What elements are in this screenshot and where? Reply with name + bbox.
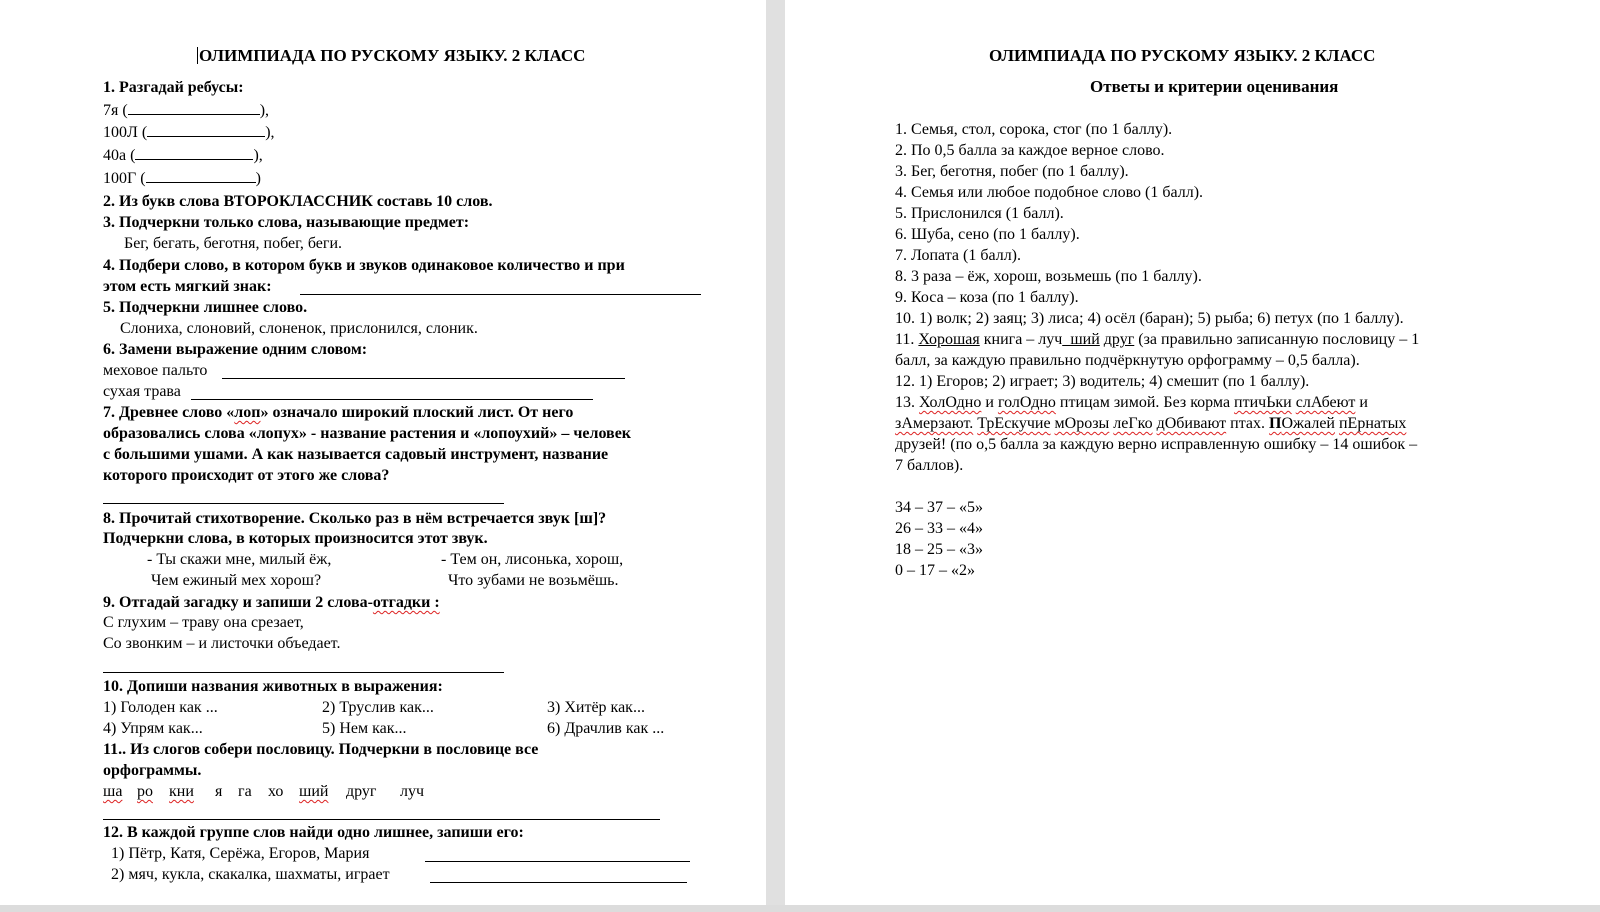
q10-item-6: 6) Драчлив как ... xyxy=(547,720,665,737)
rebus-1: 7я ( ), xyxy=(103,102,270,119)
question-7-line-2: образовались слова «лопух» - название растения и «лопоухий» – человек xyxy=(103,425,632,442)
q12-group-1: 1) Пётр, Катя, Серёжа, Егоров, Мария xyxy=(111,845,370,862)
answer-12: 12. 1) Егоров; 2) играет; 3) водитель; 4) смешит (по 1 баллу). xyxy=(895,373,1310,390)
answer-1: 1. Семья, стол, сорока, стог (по 1 баллу). xyxy=(895,121,1173,138)
syllable: хо xyxy=(268,783,284,800)
score-row: 34 – 37 – «5» xyxy=(895,499,983,516)
answer-13-line-1: 13. ХолОдно и голОдно птицам зимой. Без корма птичЬки слАбеют и xyxy=(895,394,1368,411)
question-11-line-1: 11.. Из слогов собери пословицу. Подчеркни в пословице все xyxy=(103,741,539,758)
syllable: ший xyxy=(299,783,329,800)
answer-line xyxy=(222,378,625,379)
answer-11-line-2: балл, за каждую правильно подчёркнутую орфограмму – 0,5 балла). xyxy=(895,352,1360,369)
question-3: 3. Подчеркни только слова, называющие предмет: xyxy=(103,214,470,231)
question-1: 1. Разгадай ребусы: xyxy=(103,79,244,96)
q10-item-4: 4) Упрям как... xyxy=(103,720,203,737)
answer-line xyxy=(430,882,687,883)
riddle-line-1: С глухим – траву она срезает, xyxy=(103,614,304,631)
text-cursor xyxy=(197,47,198,64)
q10-item-1: 1) Голоден как ... xyxy=(103,699,218,716)
question-6-b: сухая трава xyxy=(103,383,181,400)
answer-3: 3. Бег, беготня, побег (по 1 баллу). xyxy=(895,163,1129,180)
syllable: ша xyxy=(103,783,123,800)
question-4-line-2: этом есть мягкий знак: xyxy=(103,278,272,295)
question-6-a: меховое пальто xyxy=(103,362,208,379)
page-title: ОЛИМПИАДА ПО РУСКОМУ ЯЗЫКУ. 2 КЛАСС xyxy=(199,46,586,65)
question-9: 9. Отгадай загадку и запиши 2 слова-отгадки : xyxy=(103,594,440,611)
answer-13-line-4: 7 баллов). xyxy=(895,457,964,474)
poem-line-a2: Чем ежиный мех хорош? xyxy=(151,572,322,589)
answer-line xyxy=(191,399,593,400)
question-5: 5. Подчеркни лишнее слово. xyxy=(103,299,308,316)
question-8-line-1: 8. Прочитай стихотворение. Сколько раз в нём встречается звук [ш]? xyxy=(103,510,607,527)
answer-5: 5. Прислонился (1 балл). xyxy=(895,205,1064,222)
syllable: га xyxy=(238,783,252,800)
answer-11-line-1: 11. Хорошая книга – луч_ший друг (за правильно записанную пословицу – 1 xyxy=(895,331,1420,348)
question-3-words: Бег, бегать, беготня, побег, беги. xyxy=(124,235,343,252)
answer-4: 4. Семья или любое подобное слово (1 балл). xyxy=(895,184,1204,201)
question-5-words: Слониха, слоновий, слоненок, прислонился, слоник. xyxy=(120,320,478,337)
answer-9: 9. Коса – коза (по 1 баллу). xyxy=(895,289,1079,306)
question-6: 6. Замени выражение одним словом: xyxy=(103,341,368,358)
answer-line xyxy=(103,819,660,820)
document-page-left[interactable] xyxy=(0,0,766,912)
answers-page-title: ОЛИМПИАДА ПО РУСКОМУ ЯЗЫКУ. 2 КЛАСС xyxy=(989,46,1376,65)
q10-item-3: 3) Хитёр как... xyxy=(547,699,645,716)
rebus-3: 40а ( ), xyxy=(103,147,263,164)
right-margin xyxy=(1561,0,1600,912)
rebus-2: 100Л ( ), xyxy=(103,124,275,141)
question-8-line-2: Подчеркни слова, в которых произносится этот звук. xyxy=(103,530,488,547)
syllable: я xyxy=(215,783,223,800)
poem-line-b2: Что зубами не возьмёшь. xyxy=(448,572,619,589)
answer-7: 7. Лопата (1 балл). xyxy=(895,247,1021,264)
answer-line xyxy=(103,503,504,504)
question-2: 2. Из букв слова ВТОРОКЛАССНИК составь 10 слов. xyxy=(103,193,493,210)
question-7-line-1: 7. Древнее слово «лоп» означало широкий плоский лист. От него xyxy=(103,404,574,421)
rebus-4: 100Г ( ) xyxy=(103,170,261,187)
page-gap xyxy=(766,0,785,912)
poem-line-a1: - Ты скажи мне, милый ёж, xyxy=(147,551,332,568)
answer-13-line-2: зАмерзают. ТрЕскучие мОрозы леГко дОбивают птах. ПОжалей пЕрнатых xyxy=(895,415,1407,432)
answer-6: 6. Шуба, сено (по 1 баллу). xyxy=(895,226,1080,243)
syllable: кни xyxy=(169,783,194,800)
answer-10: 10. 1) волк; 2) заяц; 3) лиса; 4) осёл (баран); 5) рыба; 6) петух (по 1 баллу). xyxy=(895,310,1404,327)
question-12: 12. В каждой группе слов найди одно лишнее, запиши его: xyxy=(103,824,524,841)
score-row: 26 – 33 – «4» xyxy=(895,520,983,537)
answer-8: 8. 3 раза – ёж, хорош, возьмешь (по 1 баллу). xyxy=(895,268,1202,285)
bottom-scroll-edge xyxy=(0,905,1600,912)
question-4-line-1: 4. Подбери слово, в котором букв и звуков одинаковое количество и при xyxy=(103,257,625,274)
answer-line xyxy=(425,861,690,862)
answer-line xyxy=(300,294,701,295)
answers-subtitle: Ответы и критерии оценивания xyxy=(1090,77,1339,96)
syllable: друг xyxy=(346,783,377,800)
q10-item-5: 5) Нем как... xyxy=(322,720,407,737)
document-page-right[interactable] xyxy=(785,0,1561,912)
q10-item-2: 2) Труслив как... xyxy=(322,699,434,716)
answer-2: 2. По 0,5 балла за каждое верное слово. xyxy=(895,142,1165,159)
riddle-line-2: Со звонким – и листочки объедает. xyxy=(103,635,341,652)
answer-13-line-3: друзей! (по о,5 балла за каждую верно исправленную ошибку – 14 ошибок – xyxy=(895,436,1418,453)
q12-group-2: 2) мяч, кукла, скакалка, шахматы, играет xyxy=(111,866,390,883)
syllable: ро xyxy=(137,783,153,800)
question-11-line-2: орфограммы. xyxy=(103,762,202,779)
question-7-line-4: которого происходит от этого же слова? xyxy=(103,467,390,484)
score-row: 18 – 25 – «3» xyxy=(895,541,983,558)
question-7-line-3: с большими ушами. А как называется садовый инструмент, название xyxy=(103,446,609,463)
question-10: 10. Допиши названия животных в выражения: xyxy=(103,678,443,695)
poem-line-b1: - Тем он, лисонька, хорош, xyxy=(441,551,624,568)
syllable: луч xyxy=(400,783,425,800)
score-row: 0 – 17 – «2» xyxy=(895,562,975,579)
answer-line xyxy=(103,672,504,673)
